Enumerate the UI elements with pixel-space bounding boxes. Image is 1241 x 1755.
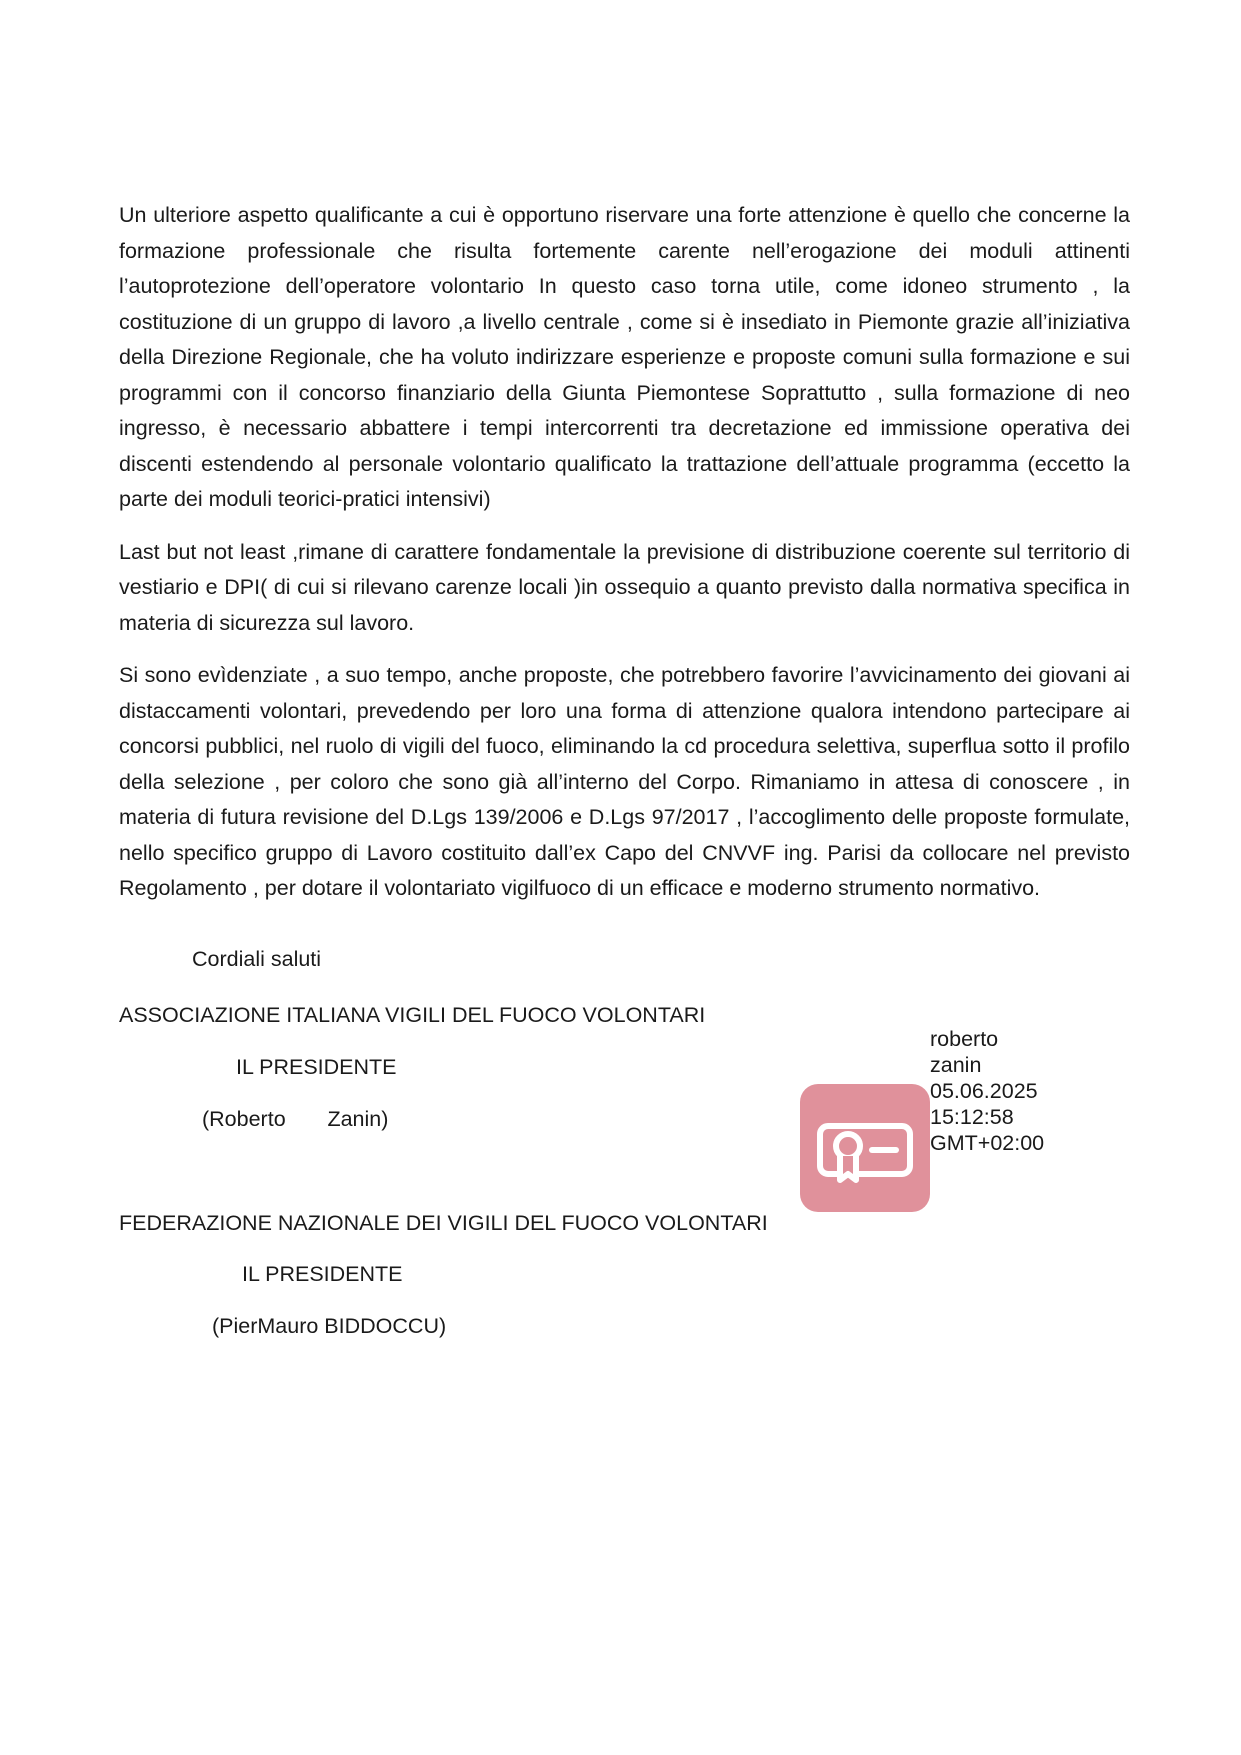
signatory-org: FEDERAZIONE NAZIONALE DEI VIGILI DEL FUOCO VOLONTARI — [119, 1211, 768, 1235]
signature-time: 15:12:58 — [930, 1105, 1014, 1129]
signatory-role: IL PRESIDENTE — [236, 1055, 397, 1079]
digital-signature-badge — [800, 1084, 930, 1212]
paragraph: Un ulteriore aspetto qualificante a cui è opportuno riservare una forte attenzione è quello che concerne la formazione professionale che risulta fortemente carente nell’erogazione dei moduli attinenti l’autoprotezione dell’operatore volontario In questo caso torna utile, come idoneo strumento , la costituzione di un gruppo di lavoro ,a livello centrale , come si è insediato in Piemonte grazie all’iniziativa della Direzione Regionale, che ha voluto indirizzare esperienze e proposte comuni sulla formazione e sui programmi con il concorso finanziario della Giunta Piemontese Soprattutto , sulla formazione di neo ingresso, è necessario abbattere i tempi intercorrenti tra decretazione ed immissione operativa dei discenti estendendo al personale volontario qualificato la trattazione dell’attuale programma (eccetto la parte dei moduli teorici-pratici intensivi) — [119, 203, 1130, 511]
signatory-role: IL PRESIDENTE — [242, 1262, 403, 1286]
signatory-name: (PierMauro BIDDOCCU) — [212, 1314, 447, 1338]
paragraph: Si sono evìdenziate , a suo tempo, anche proposte, che potrebbero favorire l’avvicinamento dei giovani ai distaccamenti volontari, prevedendo per loro una forma di attenzione qualora intendono partecipare ai concorsi pubblici, nel ruolo di vigili del fuoco, eliminando la cd procedura selettiva, superflua sotto il profilo della selezione , per coloro che sono già all’interno del Corpo. Rimaniamo in attesa di conoscere , in materia di futura revisione del D.Lgs 139/2006 e D.Lgs 97/2017 , l’accoglimento delle proposte formulate, nello specifico gruppo di Lavoro costituito dall’ex Capo del CNVVF ing. Parisi da collocare nel previsto Regolamento , per dotare il volontariato vigilfuoco di un efficace e moderno strumento normativo. — [119, 663, 1130, 900]
letter-body — [119, 198, 1130, 924]
signature-date: 05.06.2025 — [930, 1079, 1038, 1103]
signature-line: zanin — [930, 1053, 982, 1077]
signature-timezone: GMT+02:00 — [930, 1131, 1045, 1155]
certificate-icon — [800, 1084, 930, 1212]
signatory-name: (Roberto Zanin) — [202, 1107, 389, 1131]
signature-line: roberto — [930, 1027, 999, 1051]
closing-greeting: Cordiali saluti — [192, 947, 322, 971]
paragraph: Last but not least ,rimane di carattere fondamentale la previsione di distribuzione coerente sul territorio di vestiario e DPI( di cui si rilevano carenze locali )in ossequio a quanto previsto dalla normativa specifica in materia di sicurezza sul lavoro. — [119, 539, 1130, 635]
digital-signature-details — [930, 1026, 1044, 1156]
signatory-org: ASSOCIAZIONE ITALIANA VIGILI DEL FUOCO VOLONTARI — [119, 1003, 706, 1027]
